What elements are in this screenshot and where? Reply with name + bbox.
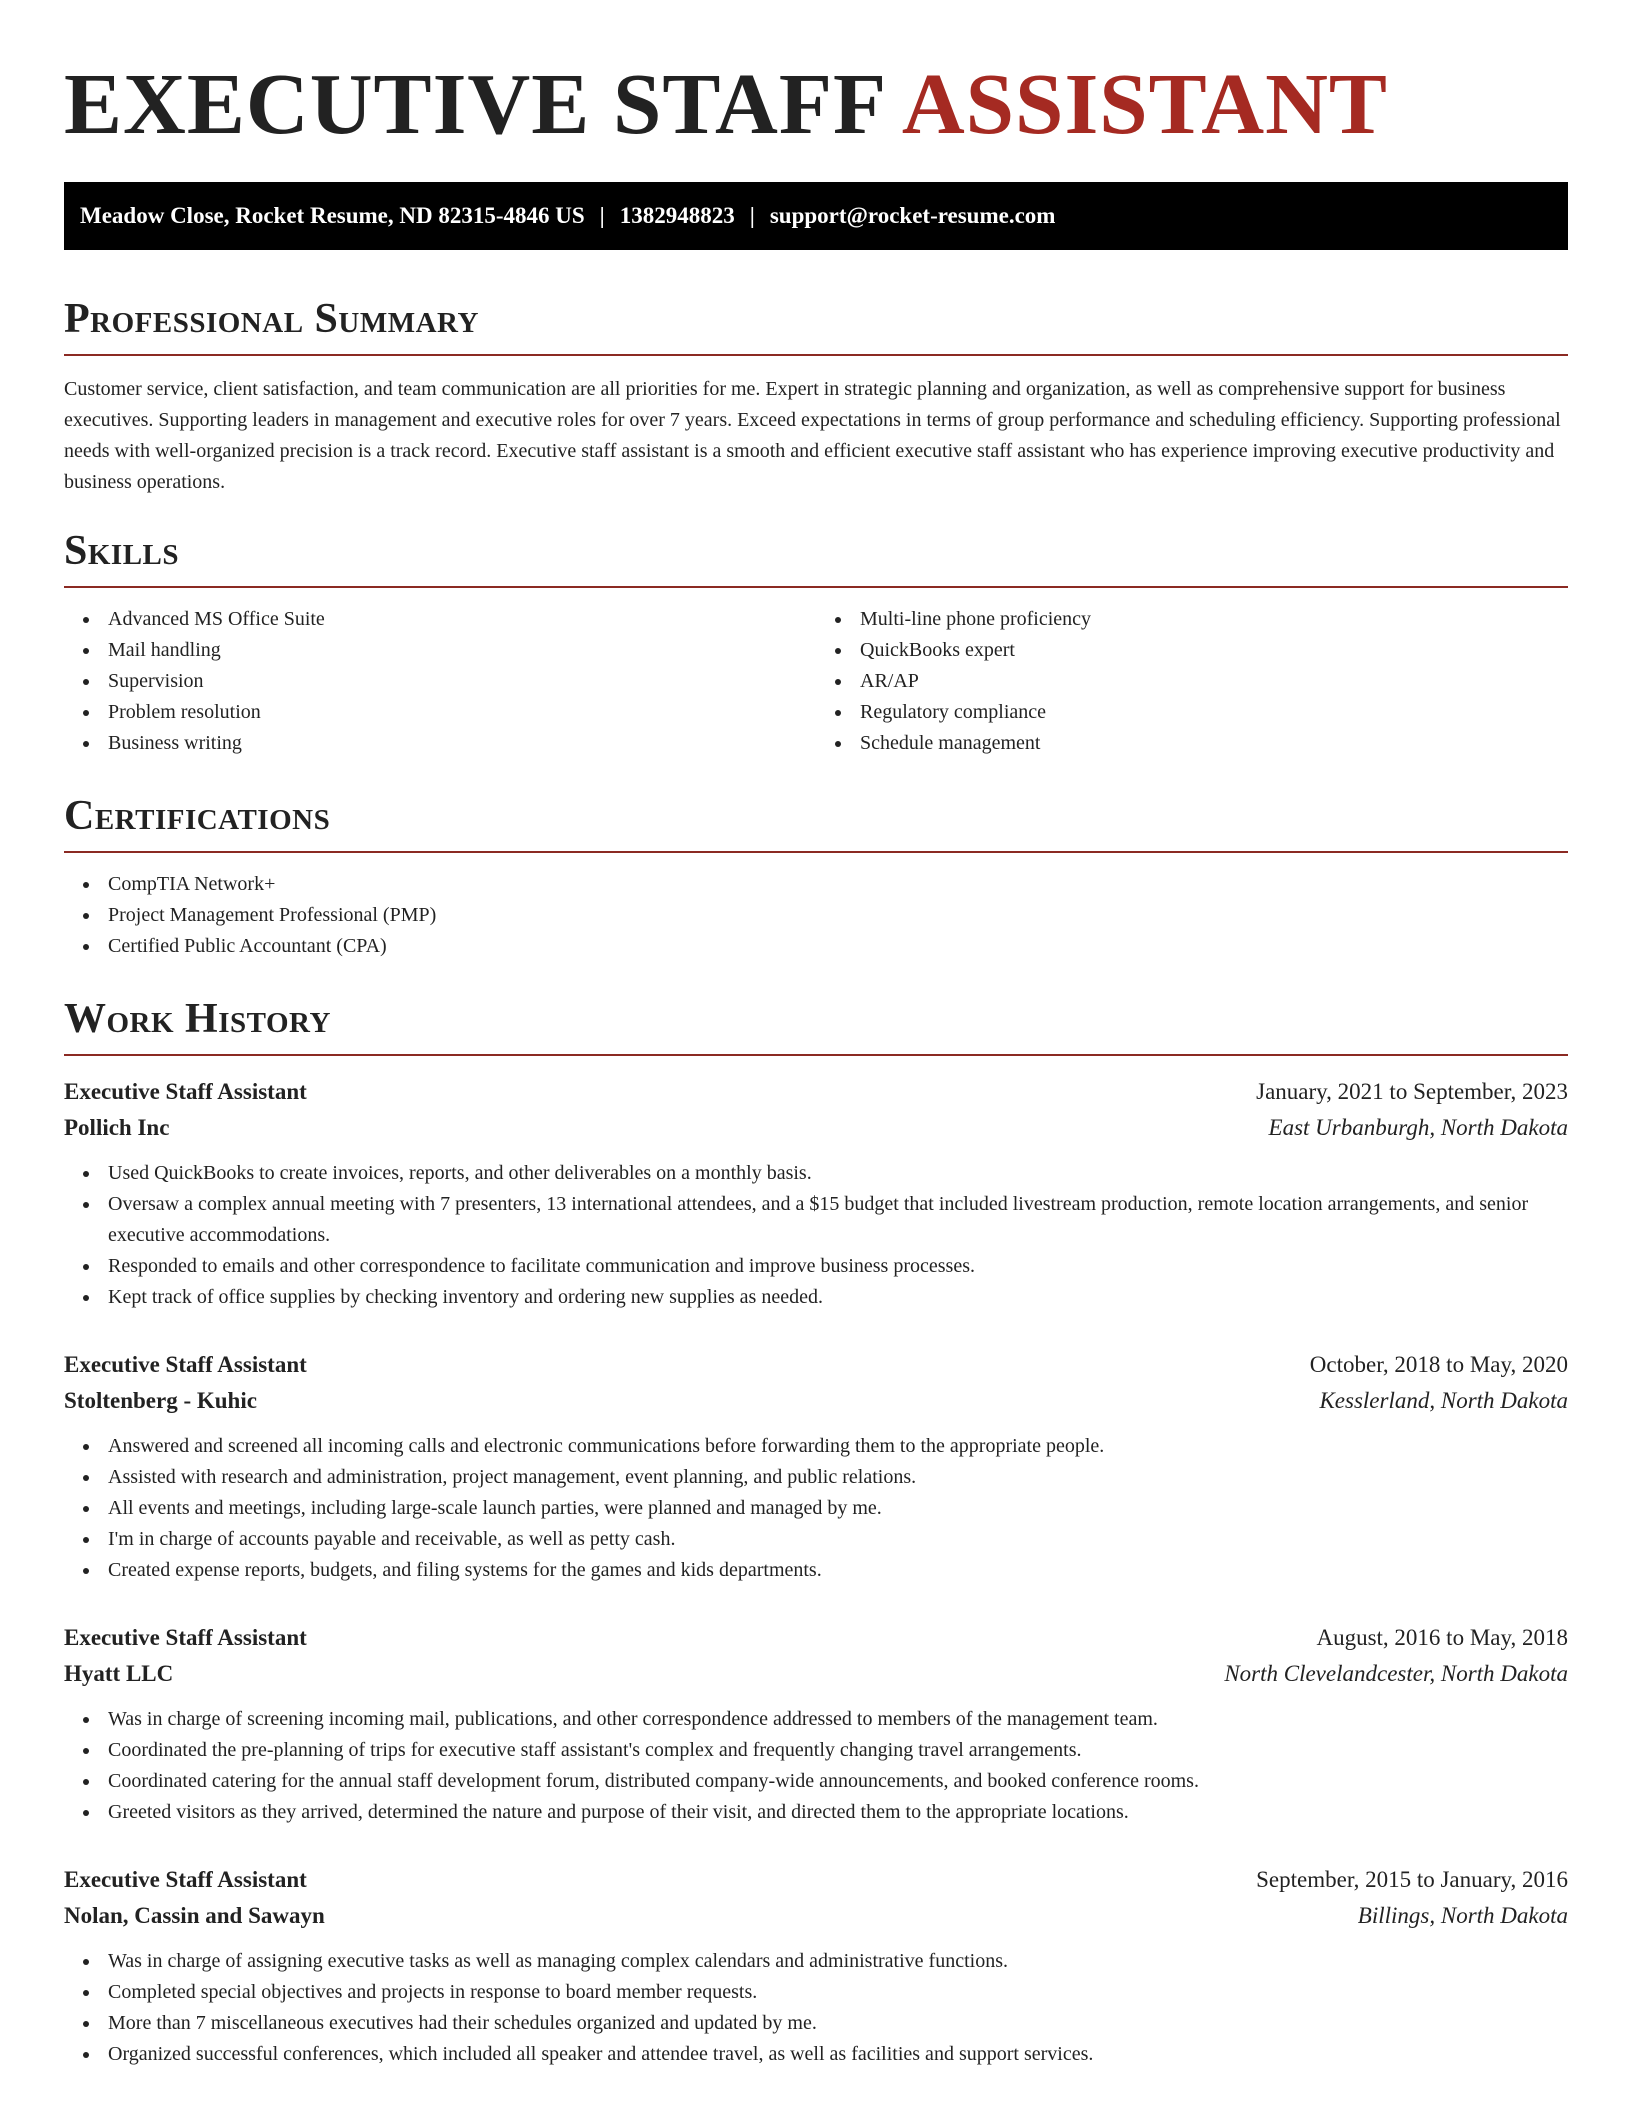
job-title: Executive Staff Assistant	[64, 1867, 307, 1892]
job-bullet: Greeted visitors as they arrived, determined the nature and purpose of their visit, and directed them to the appropriate locations.	[64, 1797, 1568, 1828]
certifications-section	[64, 789, 1568, 962]
job-bullet: Was in charge of assigning executive tasks as well as managing complex calendars and administrative functions.	[64, 1946, 1568, 1977]
job-dates: August, 2016 to May, 2018	[1316, 1625, 1568, 1650]
job-bullet: Assisted with research and administration, project management, event planning, and public relations.	[64, 1462, 1568, 1493]
certifications-heading: Certifications	[64, 789, 1568, 853]
skill-item: Regulatory compliance	[816, 697, 1568, 728]
job-dates: October, 2018 to May, 2020	[1309, 1352, 1568, 1377]
job-company: Stoltenberg - Kuhic	[64, 1388, 257, 1413]
job-dates: September, 2015 to January, 2016	[1256, 1867, 1568, 1892]
job-location: Kesslerland, North Dakota	[1319, 1388, 1568, 1413]
skill-item: Business writing	[64, 728, 816, 759]
job-location: East Urbanburgh, North Dakota	[1268, 1115, 1568, 1140]
job-title: Executive Staff Assistant	[64, 1625, 307, 1650]
skill-item: Schedule management	[816, 728, 1568, 759]
work-history-heading: Work History	[64, 992, 1568, 1056]
job-bullet: Responded to emails and other correspondence to facilitate communication and improve business processes.	[64, 1251, 1568, 1282]
job-bullet: More than 7 miscellaneous executives had their schedules organized and updated by me.	[64, 2008, 1568, 2039]
job-bullet: Coordinated catering for the annual staff development forum, distributed company-wide announcements, and booked conference rooms.	[64, 1766, 1568, 1797]
job-bullet: Oversaw a complex annual meeting with 7 presenters, 13 international attendees, and a $15 budget that included livestream production, remote location arrangements, and senior executive accommodations.	[64, 1189, 1568, 1251]
summary-text: Customer service, client satisfaction, and team communication are all priorities for me. Expert in strategic planning and organization, as well as comprehensive support for business executives. Supporting leaders in management and executive roles for over 7 years. Exceed expectations in terms of group performance and scheduling efficiency. Supporting professional needs with well-organized precision is a track record. Executive staff assistant is a smooth and efficient executive staff assistant who has experience improving executive productivity and business operations.	[64, 378, 1561, 493]
work-history-section	[64, 992, 1568, 2070]
job-bullets	[64, 1158, 1568, 1313]
job-bullet: Answered and screened all incoming calls and electronic communications before forwarding them to the appropriate people.	[64, 1431, 1568, 1462]
certification-item: CompTIA Network+	[64, 869, 1568, 900]
certifications-list	[64, 869, 1568, 962]
job-bullet: Completed special objectives and projects in response to board member requests.	[64, 1977, 1568, 2008]
contact-email: support@rocket-resume.com	[769, 203, 1056, 228]
job-bullet: Used QuickBooks to create invoices, reports, and other deliverables on a monthly basis.	[64, 1158, 1568, 1189]
skill-item: AR/AP	[816, 666, 1568, 697]
skill-item: QuickBooks expert	[816, 635, 1568, 666]
summary-section	[64, 292, 1568, 498]
job-location: North Clevelandcester, North Dakota	[1224, 1661, 1568, 1686]
job-bullet: Created expense reports, budgets, and filing systems for the games and kids departments.	[64, 1555, 1568, 1586]
job-bullets	[64, 1704, 1568, 1828]
job-bullet: I'm in charge of accounts payable and receivable, as well as petty cash.	[64, 1524, 1568, 1555]
job-title: Executive Staff Assistant	[64, 1079, 307, 1104]
certification-item: Certified Public Accountant (CPA)	[64, 931, 1568, 962]
skills-heading: Skills	[64, 524, 1568, 588]
title-accent: ASSISTANT	[901, 55, 1388, 152]
skills-right-list	[816, 604, 1568, 759]
job-company: Pollich Inc	[64, 1115, 170, 1140]
job-entry	[64, 1347, 1568, 1586]
skills-left-list	[64, 604, 816, 759]
job-bullet: All events and meetings, including large-scale launch parties, were planned and managed by me.	[64, 1493, 1568, 1524]
job-bullet: Kept track of office supplies by checking inventory and ordering new supplies as needed.	[64, 1282, 1568, 1313]
job-entry	[64, 1056, 1568, 1313]
job-company: Hyatt LLC	[64, 1661, 174, 1686]
job-company: Nolan, Cassin and Sawayn	[64, 1903, 325, 1928]
skill-item: Problem resolution	[64, 697, 816, 728]
resume-title	[64, 0, 1568, 154]
job-location: Billings, North Dakota	[1357, 1903, 1568, 1928]
skill-item: Advanced MS Office Suite	[64, 604, 816, 635]
job-entry	[64, 1620, 1568, 1828]
job-entry	[64, 1862, 1568, 2070]
contact-separator: |	[599, 203, 605, 228]
title-main: EXECUTIVE STAFF	[64, 55, 884, 152]
job-bullet: Organized successful conferences, which included all speaker and attendee travel, as well as facilities and support services.	[64, 2039, 1568, 2070]
job-bullets	[64, 1946, 1568, 2070]
skills-grid	[64, 604, 1568, 759]
job-bullet: Was in charge of screening incoming mail, publications, and other correspondence addressed to members of the management team.	[64, 1704, 1568, 1735]
contact-address: Meadow Close, Rocket Resume, ND 82315-4846 US	[80, 203, 585, 228]
skill-item: Multi-line phone proficiency	[816, 604, 1568, 635]
job-title: Executive Staff Assistant	[64, 1352, 307, 1377]
contact-bar	[64, 182, 1568, 250]
skills-section	[64, 524, 1568, 759]
certification-item: Project Management Professional (PMP)	[64, 900, 1568, 931]
job-bullets	[64, 1431, 1568, 1586]
summary-heading: Professional Summary	[64, 292, 1568, 356]
skill-item: Mail handling	[64, 635, 816, 666]
skill-item: Supervision	[64, 666, 816, 697]
contact-separator: |	[749, 203, 755, 228]
job-dates: January, 2021 to September, 2023	[1256, 1079, 1568, 1104]
job-bullet: Coordinated the pre-planning of trips for executive staff assistant's complex and frequently changing travel arrangements.	[64, 1735, 1568, 1766]
contact-phone: 1382948823	[619, 203, 735, 228]
